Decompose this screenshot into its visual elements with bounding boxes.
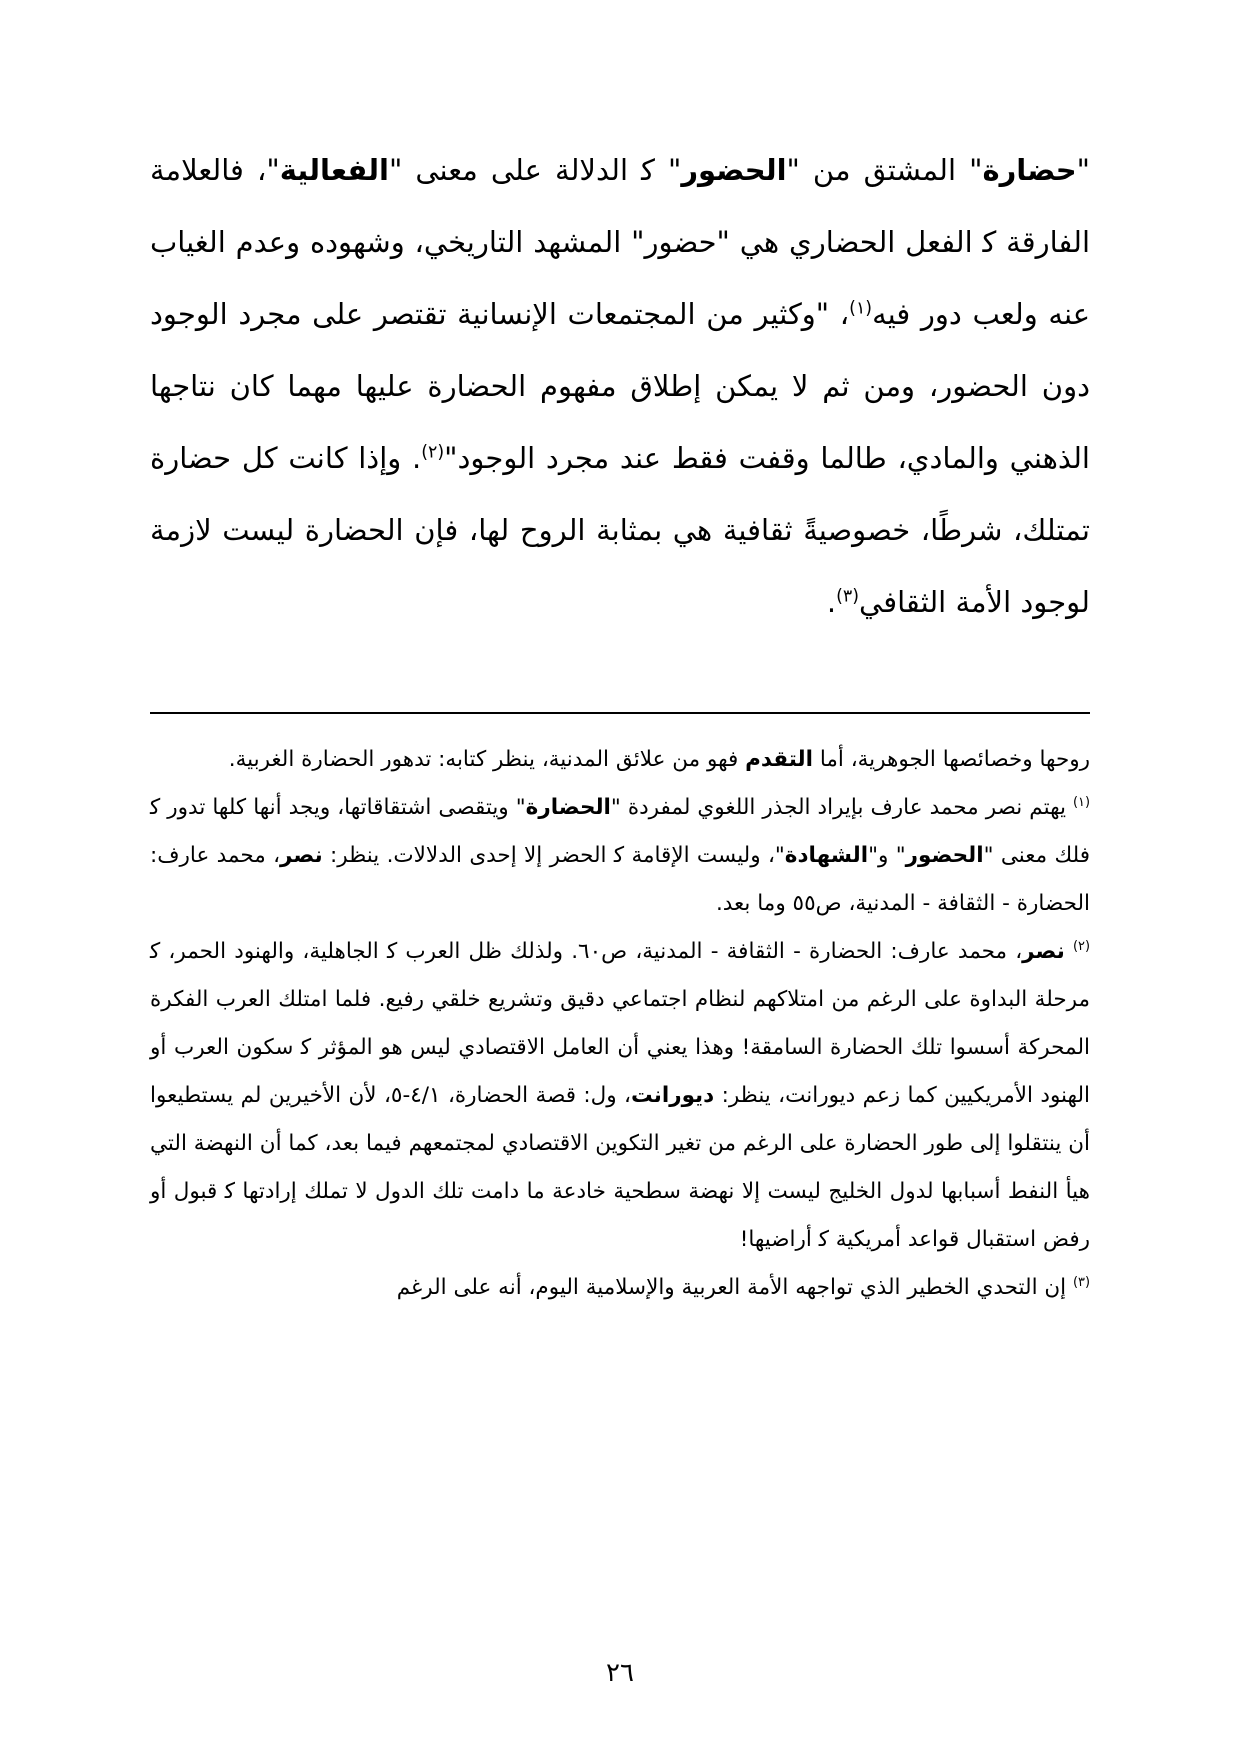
main-text	[150, 134, 1090, 638]
text-span	[1065, 939, 1073, 964]
text-span: " ﮐ الدلالة على معنى "	[388, 153, 682, 187]
footnote-continuation	[150, 736, 1090, 784]
bold-term-faaliya: الفعالية	[279, 153, 389, 187]
bold-author-name: نصر	[280, 843, 323, 868]
text-span: . وإذا كانت كل حضارة تمتلك، شرطًا، خصوصيةً ثقافية هي بمثابة الروح لها، فإن الحضارة ليست لازمة لوجود الأمة الثقافي	[150, 441, 1090, 619]
text-span: "، فالعلامة الفارقة ﮐ الفعل الحضاري هي "حضور" المشهد التاريخي، وشهوده وعدم الغياب عنه ولعب دور فيه	[150, 153, 1091, 331]
text-span: " المشتق من "	[786, 153, 983, 187]
main-paragraph	[150, 134, 1090, 638]
bold-term-taqaddum: التقدم	[745, 747, 813, 772]
bold-term: الحضور	[905, 843, 984, 868]
text-span: إن التحدي الخطير الذي تواجهه الأمة العربية والإسلامية اليوم، أنه على الرغم	[396, 1275, 1073, 1300]
footnote-ref-1: (١)	[849, 298, 873, 319]
footnote-1	[150, 784, 1090, 928]
text-span: ، محمد عارف: الحضارة - الثقافة - المدنية، ص٦٠. ولذلك ظل العرب ﮐ الجاهلية، والهنود الحمر، ﮐ مرحلة البداوة على الرغم من امتلاكهم لنظام اجتماعي دقيق وتشريع خلقي رفيع. فلما امتلك العرب الفكرة المحركة أسسوا تلك الحضارة السامقة! وهذا يعني أن العامل الاقتصادي ليس هو المؤثر ﮐ سكون العرب أو الهنود الأمريكيين كما زعم ديورانت، ينظر:	[150, 939, 1090, 1108]
footnote-3	[150, 1264, 1090, 1312]
bold-author-name: نصر	[1022, 939, 1065, 964]
text-span: " ويتقصى اشتقاقاتها، ويجد أنها كلها تدور ﮐ فلك معنى "	[150, 795, 1090, 868]
text-span: يهتم نصر محمد عارف بإيراد الجذر اللغوي لمفردة "	[610, 795, 1073, 820]
page-number: ٢٦	[606, 1658, 634, 1688]
text-span: .	[826, 585, 837, 619]
text-span: روحها وخصائصها الجوهرية، أما	[812, 747, 1090, 772]
footnote-marker-2: (٢)	[1072, 938, 1090, 954]
bold-term: الشهادة	[784, 843, 869, 868]
footnote-marker-1: (١)	[1073, 794, 1090, 810]
footnote-marker-3: (٣)	[1073, 1274, 1090, 1290]
footnote-separator	[150, 712, 1090, 714]
text-span: "، وليست الإقامة ﮐ الحضر إلا إحدى الدلالات. ينظر:	[322, 843, 785, 868]
footnote-2	[150, 928, 1090, 1264]
text-span: فهو من علائق المدنية، ينظر كتابه: تدهور الحضارة الغربية.	[228, 747, 746, 772]
text-span: "	[1076, 153, 1091, 187]
footnote-ref-3: (٣)	[836, 586, 860, 607]
bold-author-name: ديورانت	[631, 1083, 715, 1108]
text-span: ، محمد عارف: الحضارة - الثقافة - المدنية، ص٥٥ وما بعد.	[150, 843, 1090, 916]
text-span: ، ول: قصة الحضارة، ٤/١-٥، لأن الأخيرين لم يستطيعوا أن ينتقلوا إلى طور الحضارة على الرغم من تغير التكوين الاقتصادي لمجتمعهم فيما بعد، كما أن النهضة التي هيأ النفط أسبابها لدول الخليج ليست إلا نهضة سطحية خادعة ما دامت تلك الدول لا تملك إرادتها ﮐ قبول أو رفض استقبال قواعد أمريكية ﮐ أراضيها!	[150, 1083, 1090, 1252]
bold-term: الحضارة	[525, 795, 611, 820]
text-span: ، "وكثير من المجتمعات الإنسانية تقتصر على مجرد الوجود دون الحضور، ومن ثم لا يمكن إطلاق مفهوم الحضارة عليها مهما كان نتاجها الذهني والمادي، طالما وقفت فقط عند مجرد الوجود"	[150, 297, 1090, 475]
text-span: " و"	[868, 843, 906, 868]
footnotes	[150, 736, 1090, 1312]
bold-term-hadara: حضارة	[982, 153, 1077, 187]
bold-term-hudur: الحضور	[681, 153, 787, 187]
footnote-ref-2: (٢)	[421, 442, 445, 463]
